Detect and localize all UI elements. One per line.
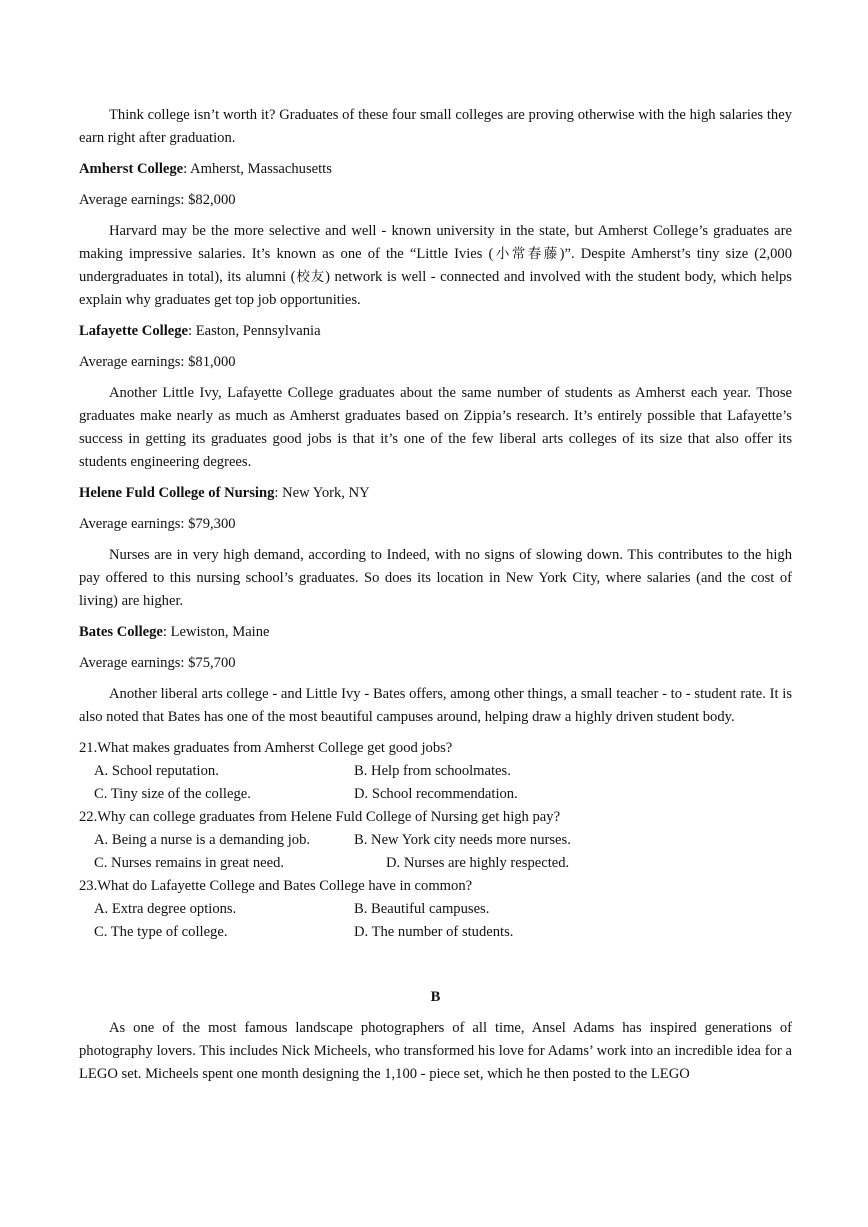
question-23-options-ab: [79, 898, 792, 921]
cjk-gloss-alumni: 校友: [295, 269, 326, 285]
option-b: B. Beautiful campuses.: [354, 901, 490, 917]
college-heading-bates: [79, 621, 792, 644]
document-page: [79, 104, 792, 1094]
question-21-options-ab: [79, 760, 792, 783]
college-name: Bates College: [79, 624, 163, 640]
paragraph-helene-fuld: Nurses are in very high demand, according to Indeed, with no signs of slowing down. This contributes to the high pay offered to this nursing school’s graduates. So does its location in New York City, where salaries (and the cost of living) are higher.: [79, 547, 792, 609]
earnings-bates: Average earnings: $75,700: [79, 655, 236, 671]
question-23-stem: 23.What do Lafayette College and Bates College have in common?: [79, 878, 473, 894]
paragraph-lafayette: Another Little Ivy, Lafayette College graduates about the same number of students as Amherst each year. Those graduates make nearly as much as Amherst graduates based on Zippia’s research. It’s entirely possible that Lafayette’s success in getting its graduates good jobs is that it’s one of the few liberal arts colleges of its size that also offer its students engineering degrees.: [79, 385, 792, 470]
option-d: D. The number of students.: [354, 924, 514, 940]
option-c: C. Nurses remains in great need.: [94, 855, 285, 871]
cjk-gloss-little-ivies: 小常春藤: [493, 246, 560, 262]
option-d: D. School recommendation.: [354, 786, 518, 802]
earnings-lafayette: Average earnings: $81,000: [79, 354, 236, 370]
question-23-options-cd: [79, 921, 792, 944]
section-b-title: B: [430, 989, 441, 1005]
college-location: : Amherst, Massachusetts: [183, 161, 332, 177]
college-location: : Lewiston, Maine: [162, 624, 270, 640]
earnings-amherst: Average earnings: $82,000: [79, 192, 236, 208]
college-heading-amherst: [79, 158, 792, 181]
college-name: Amherst College: [79, 161, 184, 177]
question-list: [79, 737, 792, 944]
question-21-options-cd: [79, 783, 792, 806]
college-heading-helene-fuld: [79, 482, 792, 505]
option-a: A. School reputation.: [94, 763, 219, 779]
option-c: C. Tiny size of the college.: [94, 786, 251, 802]
option-a: A. Being a nurse is a demanding job.: [94, 832, 311, 848]
college-heading-lafayette: [79, 320, 792, 343]
option-d: D. Nurses are highly respected.: [386, 855, 570, 871]
question-22-options-ab: [79, 829, 792, 852]
option-b: B. New York city needs more nurses.: [354, 832, 571, 848]
option-c: C. The type of college.: [94, 924, 228, 940]
paragraph-amherst: Harvard may be the more selective and well - known university in the state, but Amherst College’s graduates are making impressive salaries. It’s known as one of the “Little Ivies (小常春藤)”. Despite Amherst’s tiny size (2,000 undergraduates in total), its alumni (校友) network is well - connected and involved with the student body, which helps explain why graduates get top job opportunities.: [79, 223, 793, 308]
section-b-paragraph: As one of the most famous landscape photographers of all time, Ansel Adams has inspired generations of photography lovers. This includes Nick Micheels, who transformed his love for Adams’ work into an incredible idea for a LEGO set. Micheels spent one month designing the 1,100 - piece set, which he then posted to the LEGO: [79, 1020, 792, 1082]
intro-paragraph: Think college isn’t worth it? Graduates of these four small colleges are proving otherwise with the high salaries they earn right after graduation.: [79, 107, 792, 146]
college-name: Helene Fuld College of Nursing: [79, 485, 275, 501]
option-b: B. Help from schoolmates.: [354, 763, 511, 779]
college-name: Lafayette College: [79, 323, 189, 339]
college-location: : New York, NY: [274, 485, 370, 501]
paragraph-bates: Another liberal arts college - and Little Ivy - Bates offers, among other things, a small teacher - to - student rate. It is also noted that Bates has one of the most beautiful campuses around, helping draw a highly driven student body.: [79, 686, 792, 725]
option-a: A. Extra degree options.: [94, 901, 237, 917]
earnings-helene-fuld: Average earnings: $79,300: [79, 516, 236, 532]
question-22-stem: 22.Why can college graduates from Helene Fuld College of Nursing get high pay?: [79, 809, 561, 825]
question-22-options-cd: [79, 852, 792, 875]
question-21-stem: 21.What makes graduates from Amherst College get good jobs?: [79, 740, 453, 756]
college-location: : Easton, Pennsylvania: [188, 323, 321, 339]
